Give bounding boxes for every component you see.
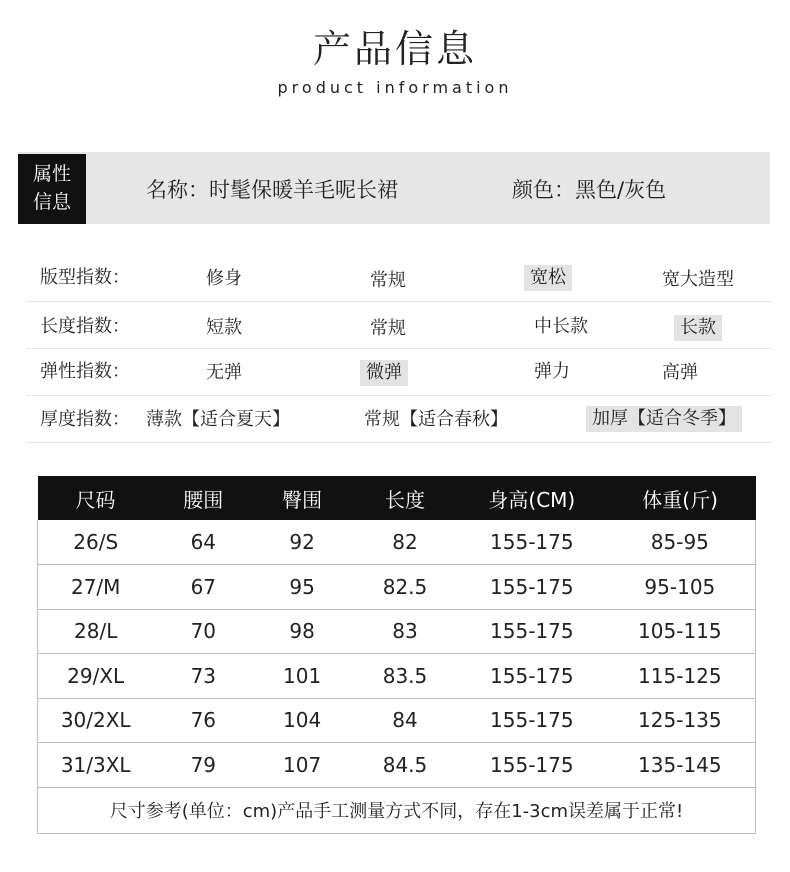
- attribute-badge: [18, 154, 86, 224]
- fit-option-slim: 修身: [206, 268, 242, 289]
- thickness-option-regular: 常规【适合春秋】: [364, 409, 508, 430]
- size-note-row: [38, 787, 756, 833]
- length-option-short: 短款: [206, 317, 242, 338]
- cell-height: 155-175: [459, 520, 605, 565]
- elasticity-option-none: 无弹: [206, 362, 242, 383]
- cell-weight: 125-135: [605, 698, 756, 743]
- product-color: 颜色：黑色/灰色: [512, 178, 667, 202]
- cell-length: 84.5: [351, 743, 459, 788]
- header-hip: 臀围: [253, 476, 351, 520]
- size-table: [37, 476, 756, 834]
- elasticity-index-label: 弹性指数：: [40, 361, 130, 382]
- cell-size: 26/S: [38, 520, 154, 565]
- cell-size: 30/2XL: [38, 698, 154, 743]
- cell-hip: 104: [253, 698, 351, 743]
- elasticity-index-row: [26, 350, 772, 396]
- elasticity-option-slight-selected: 微弹: [360, 360, 408, 386]
- cell-waist: 79: [153, 743, 253, 788]
- cell-height: 155-175: [459, 654, 605, 699]
- table-row: [38, 565, 756, 610]
- page-subtitle: product information: [277, 78, 513, 97]
- cell-hip: 107: [253, 743, 351, 788]
- table-row: [38, 743, 756, 788]
- cell-height: 155-175: [459, 609, 605, 654]
- header-length: 长度: [351, 476, 459, 520]
- cell-waist: 67: [153, 565, 253, 610]
- cell-waist: 64: [153, 520, 253, 565]
- fit-option-loose-selected: 宽松: [524, 265, 572, 291]
- cell-length: 82: [351, 520, 459, 565]
- header-height: 身高(CM): [459, 476, 605, 520]
- header-size: 尺码: [38, 476, 154, 520]
- table-row: [38, 609, 756, 654]
- table-row: [38, 520, 756, 565]
- page-title: 产品信息: [312, 27, 477, 71]
- fit-option-regular: 常规: [370, 270, 406, 291]
- table-row: [38, 698, 756, 743]
- attribute-badge-line2: 信息: [32, 191, 71, 213]
- cell-size: 31/3XL: [38, 743, 154, 788]
- attribute-badge-line1: 属性: [32, 163, 71, 185]
- cell-weight: 85-95: [605, 520, 756, 565]
- size-table-header: [38, 476, 756, 520]
- length-index-label: 长度指数：: [40, 316, 130, 337]
- thickness-option-thin: 薄款【适合夏天】: [146, 409, 290, 430]
- cell-size: 29/XL: [38, 654, 154, 699]
- length-index-row: [26, 303, 772, 349]
- cell-waist: 76: [153, 698, 253, 743]
- cell-height: 155-175: [459, 698, 605, 743]
- cell-length: 82.5: [351, 565, 459, 610]
- cell-hip: 95: [253, 565, 351, 610]
- table-row: [38, 654, 756, 699]
- header-weight: 体重(斤): [605, 476, 756, 520]
- product-name: 名称：时髦保暖羊毛呢长裙: [146, 178, 398, 202]
- cell-size: 27/M: [38, 565, 154, 610]
- elasticity-option-stretch: 弹力: [534, 361, 570, 382]
- fit-index-label: 版型指数：: [40, 267, 130, 288]
- cell-hip: 101: [253, 654, 351, 699]
- cell-hip: 98: [253, 609, 351, 654]
- cell-height: 155-175: [459, 743, 605, 788]
- thickness-index-label: 厚度指数：: [40, 409, 130, 430]
- cell-height: 155-175: [459, 565, 605, 610]
- cell-waist: 70: [153, 609, 253, 654]
- cell-weight: 105-115: [605, 609, 756, 654]
- cell-length: 83.5: [351, 654, 459, 699]
- cell-length: 84: [351, 698, 459, 743]
- size-note: 尺寸参考(单位：cm)产品手工测量方式不同，存在1-3cm误差属于正常!: [38, 787, 756, 833]
- length-option-midi: 中长款: [534, 316, 588, 337]
- header-waist: 腰围: [153, 476, 253, 520]
- thickness-option-thick-selected: 加厚【适合冬季】: [586, 406, 742, 432]
- fit-option-oversized: 宽大造型: [662, 269, 734, 290]
- cell-size: 28/L: [38, 609, 154, 654]
- elasticity-option-high: 高弹: [662, 362, 698, 383]
- length-option-regular: 常规: [370, 318, 406, 339]
- cell-hip: 92: [253, 520, 351, 565]
- cell-weight: 95-105: [605, 565, 756, 610]
- length-option-long-selected: 长款: [674, 315, 722, 341]
- cell-weight: 115-125: [605, 654, 756, 699]
- cell-weight: 135-145: [605, 743, 756, 788]
- thickness-index-row: [26, 397, 772, 443]
- cell-length: 83: [351, 609, 459, 654]
- fit-index-row: [26, 256, 772, 302]
- cell-waist: 73: [153, 654, 253, 699]
